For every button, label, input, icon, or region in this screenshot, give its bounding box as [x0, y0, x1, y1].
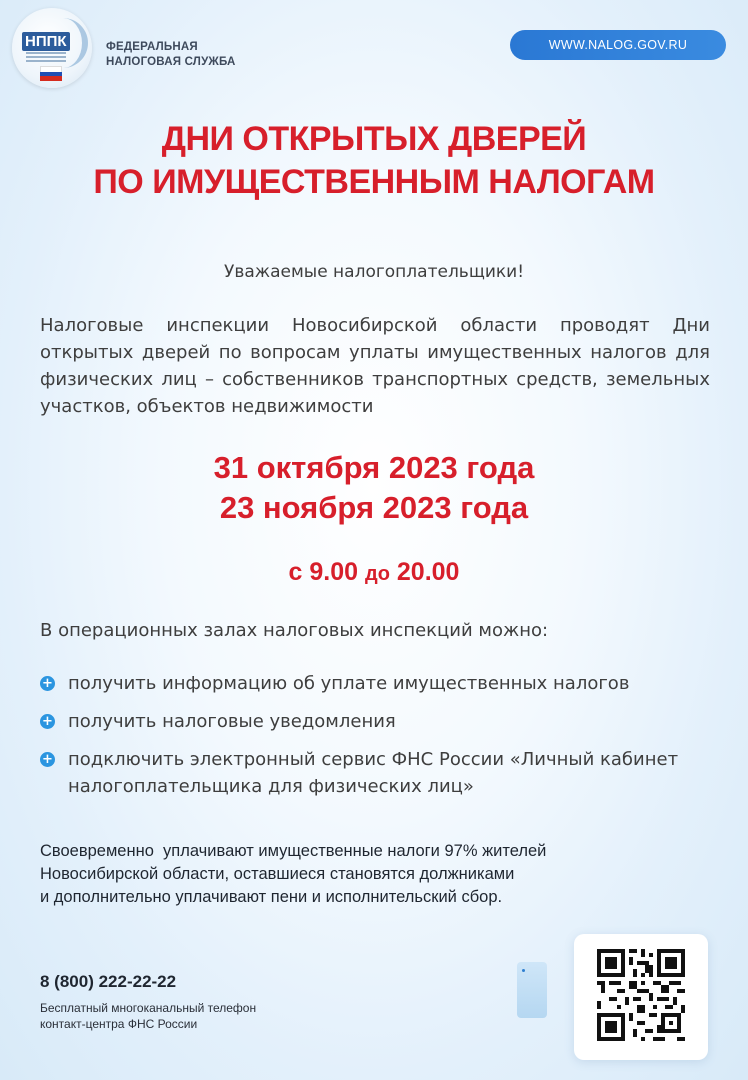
list-item: [40, 708, 720, 735]
list-item: [40, 670, 720, 697]
list-item-text: получить информацию об уплате имущественных налогов: [68, 673, 630, 694]
title-line1: ДНИ ОТКРЫТЫХ ДВЕРЕЙ: [161, 120, 587, 158]
title-line2: ПО ИМУЩЕСТВЕННЫМ НАЛОГАМ: [93, 163, 655, 201]
event-date-1: 31 октября 2023 года: [213, 450, 535, 485]
qr-code-icon: [597, 948, 685, 1042]
services-list: [40, 670, 720, 800]
logo-abbreviation: НППК: [22, 32, 70, 51]
hours-from: 9.00: [309, 558, 359, 586]
phone-desc-line1: Бесплатный многоканальный телефон: [40, 1001, 257, 1015]
intro-paragraph: Налоговые инспекции Новосибирской области проводят Дни открытых дверей по вопросам уплаты имущественных налогов для физических лиц – собственников транспортных средств, земельных участков, объектов недвижимости: [40, 315, 710, 417]
notice-line3: и дополнительно уплачивают пени и исполнительский сбор.: [40, 888, 503, 906]
services-lead: В операционных залах налоговых инспекций можно:: [40, 620, 549, 641]
hours-prefix: с: [288, 558, 303, 586]
qr-code-card[interactable]: [574, 934, 708, 1060]
notice-line2: Новосибирской области, оставшиеся становятся должниками: [40, 865, 515, 883]
notice-line1: Своевременно уплачивают имущественные налоги 97% жителей: [40, 842, 547, 860]
event-dates: [0, 448, 748, 528]
contact-phone-description: [40, 1000, 256, 1032]
phone-desc-line2: контакт-центра ФНС России: [40, 1017, 198, 1031]
plus-circle-icon: +: [40, 752, 55, 767]
payment-notice: [40, 840, 700, 909]
list-item-text: подключить электронный сервис ФНС России «Личный кабинет налогоплательщика для физических лиц»: [68, 749, 679, 797]
list-item: [40, 746, 720, 800]
fns-logo-emblem: [12, 8, 92, 88]
website-link[interactable]: WWW.NALOG.GOV.RU: [510, 30, 726, 60]
smartphone-icon: [517, 962, 547, 1018]
plus-circle-icon: +: [40, 676, 55, 691]
org-name: [106, 40, 236, 70]
page-title: [0, 118, 748, 204]
hours-middle: до: [365, 563, 390, 585]
hours-to: 20.00: [396, 558, 460, 586]
list-item-text: получить налоговые уведомления: [68, 711, 396, 732]
org-name-line1: ФЕДЕРАЛЬНАЯ: [106, 41, 198, 53]
working-hours: [0, 558, 748, 587]
emblem-lines-decoration: [26, 52, 66, 64]
plus-circle-icon: +: [40, 714, 55, 729]
russian-flag-icon: [40, 66, 62, 80]
greeting: Уважаемые налогоплательщики!: [223, 262, 525, 282]
event-date-2: 23 ноября 2023 года: [219, 490, 529, 525]
contact-phone[interactable]: 8 (800) 222-22-22: [40, 972, 177, 991]
org-name-line2: НАЛОГОВАЯ СЛУЖБА: [106, 56, 236, 68]
